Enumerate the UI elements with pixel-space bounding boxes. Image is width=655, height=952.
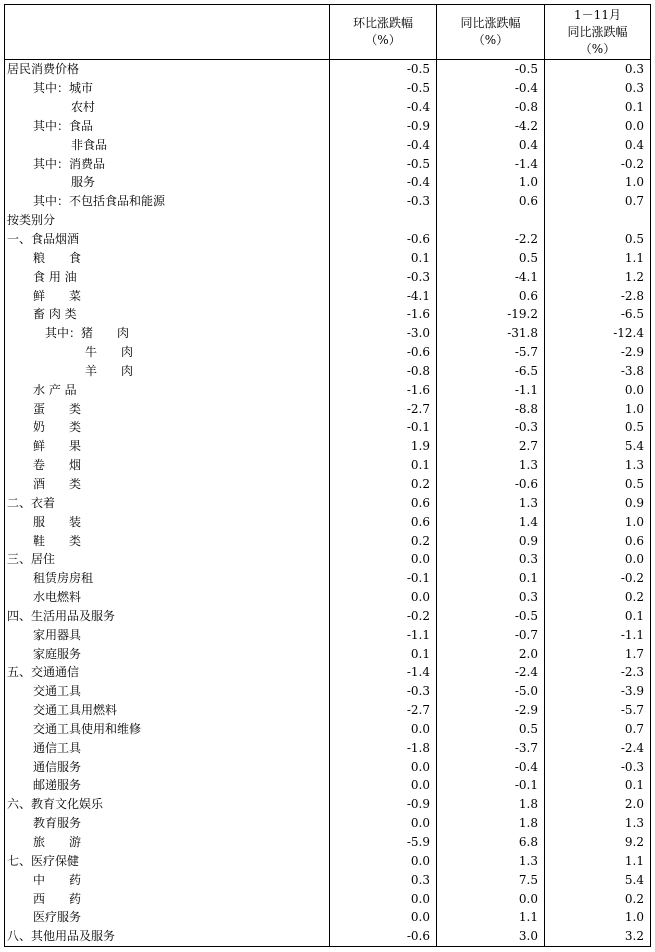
yoy-value: 0.0: [437, 889, 545, 908]
mom-value: -1.1: [330, 625, 437, 644]
table-row: [5, 192, 651, 211]
row-label: 畜 肉 类: [33, 307, 77, 322]
table-row: [5, 512, 651, 531]
yoy-value: -0.6: [437, 475, 545, 494]
mom-value: 0.0: [330, 851, 437, 870]
yoy-value: 0.5: [437, 720, 545, 739]
row-label: 通信服务: [33, 759, 82, 774]
ytd-yoy-value: -6.5: [545, 305, 651, 324]
mom-value: 0.0: [330, 889, 437, 908]
ytd-yoy-value: 0.0: [545, 550, 651, 569]
yoy-value: -31.8: [437, 324, 545, 343]
table-row: [5, 814, 651, 833]
mom-value: -0.8: [330, 362, 437, 381]
ytd-yoy-value: -5.7: [545, 701, 651, 720]
mom-value: 0.0: [330, 908, 437, 927]
table-row: [5, 267, 651, 286]
table-row: [5, 399, 651, 418]
ytd-yoy-value: 0.5: [545, 475, 651, 494]
row-label: 医疗服务: [33, 910, 82, 925]
table-row: [5, 493, 651, 512]
table-row: [5, 79, 651, 98]
table-row: [5, 211, 651, 230]
table-row: [5, 230, 651, 249]
ytd-yoy-value: -1.1: [545, 625, 651, 644]
table-row: [5, 757, 651, 776]
row-label: 六、教育文化娱乐: [7, 797, 104, 812]
yoy-value: -0.1: [437, 776, 545, 795]
row-label: 按类别分: [7, 213, 56, 228]
table-row: [5, 663, 651, 682]
header-yoy-change: [437, 5, 545, 60]
mom-value: -0.9: [330, 117, 437, 136]
yoy-value: 6.8: [437, 833, 545, 852]
row-label: 交通工具使用和维修: [33, 721, 142, 736]
row-label: 服 装: [33, 514, 82, 529]
yoy-value: -0.7: [437, 625, 545, 644]
row-label: 其中：城市: [33, 81, 94, 96]
mom-value: -5.9: [330, 833, 437, 852]
ytd-yoy-value: -2.9: [545, 343, 651, 362]
table-row: [5, 475, 651, 494]
ytd-yoy-value: -0.2: [545, 569, 651, 588]
mom-value: -1.6: [330, 380, 437, 399]
ytd-yoy-value: 3.2: [545, 927, 651, 946]
mom-value: -0.1: [330, 418, 437, 437]
yoy-value: -0.3: [437, 418, 545, 437]
row-label: 农村: [71, 100, 96, 115]
yoy-value: 2.7: [437, 437, 545, 456]
table-row: [5, 908, 651, 927]
yoy-value: 1.3: [437, 493, 545, 512]
mom-value: -0.3: [330, 267, 437, 286]
row-label: 食 用 油: [33, 269, 77, 284]
row-label: 鞋 类: [33, 533, 82, 548]
mom-value: -0.6: [330, 230, 437, 249]
table-row: [5, 644, 651, 663]
table-row: [5, 305, 651, 324]
header-ytd-title: 同比涨跌幅: [567, 24, 628, 39]
mom-value: 0.6: [330, 493, 437, 512]
header-label-cell: [5, 5, 330, 60]
mom-value: 0.0: [330, 757, 437, 776]
ytd-yoy-value: 1.0: [545, 512, 651, 531]
table-row: [5, 362, 651, 381]
table-row: [5, 682, 651, 701]
row-label: 一、食品烟酒: [7, 232, 80, 247]
row-label: 水电燃料: [33, 590, 82, 605]
table-header: [5, 5, 651, 60]
mom-value: [330, 211, 437, 230]
yoy-value: 2.0: [437, 644, 545, 663]
table-row: [5, 927, 651, 946]
yoy-value: -0.8: [437, 98, 545, 117]
row-label: 邮递服务: [33, 778, 82, 793]
yoy-value: 0.3: [437, 550, 545, 569]
row-label: 二、衣着: [7, 495, 56, 510]
yoy-value: 0.9: [437, 531, 545, 550]
table-row: [5, 418, 651, 437]
yoy-value: -2.9: [437, 701, 545, 720]
table-row: [5, 833, 651, 852]
row-label: 其中：不包括食品和能源: [33, 194, 166, 209]
yoy-value: -4.1: [437, 267, 545, 286]
row-label: 租赁房房租: [33, 571, 94, 586]
row-label: 蛋 类: [33, 401, 82, 416]
ytd-yoy-value: -12.4: [545, 324, 651, 343]
yoy-value: 7.5: [437, 870, 545, 889]
row-label: 通信工具: [33, 740, 82, 755]
table-row: [5, 776, 651, 795]
row-label: 五、交通通信: [7, 665, 80, 680]
row-label: 其中：猪 肉: [45, 326, 130, 341]
ytd-yoy-value: 1.0: [545, 908, 651, 927]
mom-value: -4.1: [330, 286, 437, 305]
yoy-value: -0.4: [437, 79, 545, 98]
ytd-yoy-value: 5.4: [545, 437, 651, 456]
row-label: 西 药: [33, 891, 82, 906]
row-label: 七、医疗保健: [7, 853, 80, 868]
row-label: 牛 肉: [85, 345, 134, 360]
yoy-value: 1.3: [437, 456, 545, 475]
row-label: 交通工具: [33, 684, 82, 699]
ytd-yoy-value: 0.7: [545, 720, 651, 739]
yoy-value: 1.8: [437, 795, 545, 814]
yoy-value: -6.5: [437, 362, 545, 381]
yoy-value: 3.0: [437, 927, 545, 946]
mom-value: -0.3: [330, 682, 437, 701]
table-row: [5, 720, 651, 739]
ytd-yoy-value: 0.4: [545, 135, 651, 154]
mom-value: 0.0: [330, 720, 437, 739]
mom-value: 1.9: [330, 437, 437, 456]
row-label: 四、生活用品及服务: [7, 608, 116, 623]
row-label: 旅 游: [33, 835, 82, 850]
mom-value: -0.2: [330, 606, 437, 625]
row-label: 三、居住: [7, 552, 56, 567]
ytd-yoy-value: 0.6: [545, 531, 651, 550]
mom-value: 0.1: [330, 456, 437, 475]
ytd-yoy-value: [545, 211, 651, 230]
table-row: [5, 795, 651, 814]
row-label: 八、其他用品及服务: [7, 929, 116, 944]
mom-value: -0.5: [330, 79, 437, 98]
mom-value: -0.6: [330, 343, 437, 362]
table-row: [5, 588, 651, 607]
table-row: [5, 625, 651, 644]
ytd-yoy-value: 0.3: [545, 60, 651, 79]
table-row: [5, 117, 651, 136]
yoy-value: -5.0: [437, 682, 545, 701]
ytd-yoy-value: 1.3: [545, 456, 651, 475]
ytd-yoy-value: 0.2: [545, 889, 651, 908]
row-label: 酒 类: [33, 476, 82, 491]
ytd-yoy-value: 0.0: [545, 380, 651, 399]
header-ytd-yoy-change: [545, 5, 651, 60]
table-row: [5, 701, 651, 720]
header-mom-title: 环比涨跌幅: [352, 16, 413, 30]
table-row: [5, 569, 651, 588]
table-row: [5, 60, 651, 79]
cpi-table: [4, 4, 651, 947]
ytd-yoy-value: 0.3: [545, 79, 651, 98]
header-mom-unit: （%）: [365, 33, 401, 47]
table-body: [5, 60, 651, 947]
ytd-yoy-value: 1.0: [545, 399, 651, 418]
yoy-value: 1.0: [437, 173, 545, 192]
table-row: [5, 851, 651, 870]
row-label: 非食品: [71, 137, 108, 152]
yoy-value: -0.4: [437, 757, 545, 776]
mom-value: 0.3: [330, 870, 437, 889]
table-row: [5, 606, 651, 625]
mom-value: -0.4: [330, 98, 437, 117]
yoy-value: 0.4: [437, 135, 545, 154]
yoy-value: [437, 211, 545, 230]
ytd-yoy-value: -3.9: [545, 682, 651, 701]
row-label: 其中：食品: [33, 118, 94, 133]
mom-value: 0.2: [330, 531, 437, 550]
table-row: [5, 98, 651, 117]
ytd-yoy-value: 0.1: [545, 776, 651, 795]
mom-value: 0.6: [330, 512, 437, 531]
row-label: 其中：消费品: [33, 156, 106, 171]
row-label: 羊 肉: [85, 363, 134, 378]
table-row: [5, 456, 651, 475]
row-label: 鲜 菜: [33, 288, 82, 303]
yoy-value: 0.1: [437, 569, 545, 588]
header-ytd-period: 1－11月: [574, 7, 621, 22]
mom-value: -2.7: [330, 701, 437, 720]
ytd-yoy-value: 0.2: [545, 588, 651, 607]
ytd-yoy-value: 1.7: [545, 644, 651, 663]
mom-value: 0.1: [330, 248, 437, 267]
yoy-value: -0.5: [437, 606, 545, 625]
row-label: 居民消费价格: [7, 62, 80, 77]
ytd-yoy-value: 0.5: [545, 230, 651, 249]
table-row: [5, 173, 651, 192]
yoy-value: -2.2: [437, 230, 545, 249]
row-label: 家庭服务: [33, 646, 82, 661]
ytd-yoy-value: 1.0: [545, 173, 651, 192]
ytd-yoy-value: 0.0: [545, 117, 651, 136]
table-row: [5, 286, 651, 305]
row-label: 粮 食: [33, 250, 82, 265]
ytd-yoy-value: 1.2: [545, 267, 651, 286]
row-label: 卷 烟: [33, 458, 82, 473]
row-label: 家用器具: [33, 627, 82, 642]
yoy-value: -1.1: [437, 380, 545, 399]
table-row: [5, 343, 651, 362]
table-row: [5, 870, 651, 889]
row-label: 水 产 品: [33, 382, 77, 397]
yoy-value: -2.4: [437, 663, 545, 682]
ytd-yoy-value: 0.1: [545, 606, 651, 625]
ytd-yoy-value: -3.8: [545, 362, 651, 381]
ytd-yoy-value: -0.3: [545, 757, 651, 776]
yoy-value: 0.3: [437, 588, 545, 607]
row-label: 交通工具用燃料: [33, 703, 118, 718]
row-label: 中 药: [33, 872, 82, 887]
ytd-yoy-value: 2.0: [545, 795, 651, 814]
yoy-value: -19.2: [437, 305, 545, 324]
ytd-yoy-value: -2.8: [545, 286, 651, 305]
mom-value: -1.6: [330, 305, 437, 324]
header-yoy-unit: （%）: [472, 33, 509, 47]
yoy-value: 1.8: [437, 814, 545, 833]
mom-value: -0.6: [330, 927, 437, 946]
table-row: [5, 738, 651, 757]
mom-value: 0.2: [330, 475, 437, 494]
row-label: 奶 类: [33, 420, 82, 435]
mom-value: -3.0: [330, 324, 437, 343]
mom-value: 0.1: [330, 644, 437, 663]
mom-value: -0.9: [330, 795, 437, 814]
table-row: [5, 154, 651, 173]
yoy-value: -1.4: [437, 154, 545, 173]
ytd-yoy-value: 1.1: [545, 851, 651, 870]
ytd-yoy-value: 5.4: [545, 870, 651, 889]
table-row: [5, 324, 651, 343]
yoy-value: 1.4: [437, 512, 545, 531]
yoy-value: -8.8: [437, 399, 545, 418]
ytd-yoy-value: 1.1: [545, 248, 651, 267]
ytd-yoy-value: -2.3: [545, 663, 651, 682]
ytd-yoy-value: 0.7: [545, 192, 651, 211]
mom-value: -1.8: [330, 738, 437, 757]
header-yoy-title: 同比涨跌幅: [460, 16, 521, 30]
ytd-yoy-value: -2.4: [545, 738, 651, 757]
mom-value: -0.5: [330, 154, 437, 173]
table-row: [5, 531, 651, 550]
row-label: 教育服务: [33, 816, 82, 831]
ytd-yoy-value: 1.3: [545, 814, 651, 833]
mom-value: -1.4: [330, 663, 437, 682]
table-row: [5, 550, 651, 569]
table-row: [5, 248, 651, 267]
yoy-value: -0.5: [437, 60, 545, 79]
yoy-value: 0.5: [437, 248, 545, 267]
mom-value: 0.0: [330, 776, 437, 795]
yoy-value: 1.1: [437, 908, 545, 927]
yoy-value: -5.7: [437, 343, 545, 362]
mom-value: 0.0: [330, 588, 437, 607]
yoy-value: -4.2: [437, 117, 545, 136]
ytd-yoy-value: 9.2: [545, 833, 651, 852]
mom-value: -2.7: [330, 399, 437, 418]
mom-value: -0.3: [330, 192, 437, 211]
mom-value: -0.5: [330, 60, 437, 79]
mom-value: -0.1: [330, 569, 437, 588]
table-row: [5, 380, 651, 399]
mom-value: -0.4: [330, 173, 437, 192]
row-label: 鲜 果: [33, 439, 82, 454]
yoy-value: 1.3: [437, 851, 545, 870]
mom-value: 0.0: [330, 550, 437, 569]
row-label: 服务: [71, 175, 96, 190]
ytd-yoy-value: 0.5: [545, 418, 651, 437]
header-ytd-unit: （%）: [579, 41, 616, 56]
table-row: [5, 889, 651, 908]
table-row: [5, 437, 651, 456]
header-mom-change: [330, 5, 437, 60]
ytd-yoy-value: 0.9: [545, 493, 651, 512]
mom-value: 0.0: [330, 814, 437, 833]
ytd-yoy-value: -0.2: [545, 154, 651, 173]
table-row: [5, 135, 651, 154]
yoy-value: 0.6: [437, 286, 545, 305]
yoy-value: -3.7: [437, 738, 545, 757]
yoy-value: 0.6: [437, 192, 545, 211]
mom-value: -0.4: [330, 135, 437, 154]
ytd-yoy-value: 0.1: [545, 98, 651, 117]
